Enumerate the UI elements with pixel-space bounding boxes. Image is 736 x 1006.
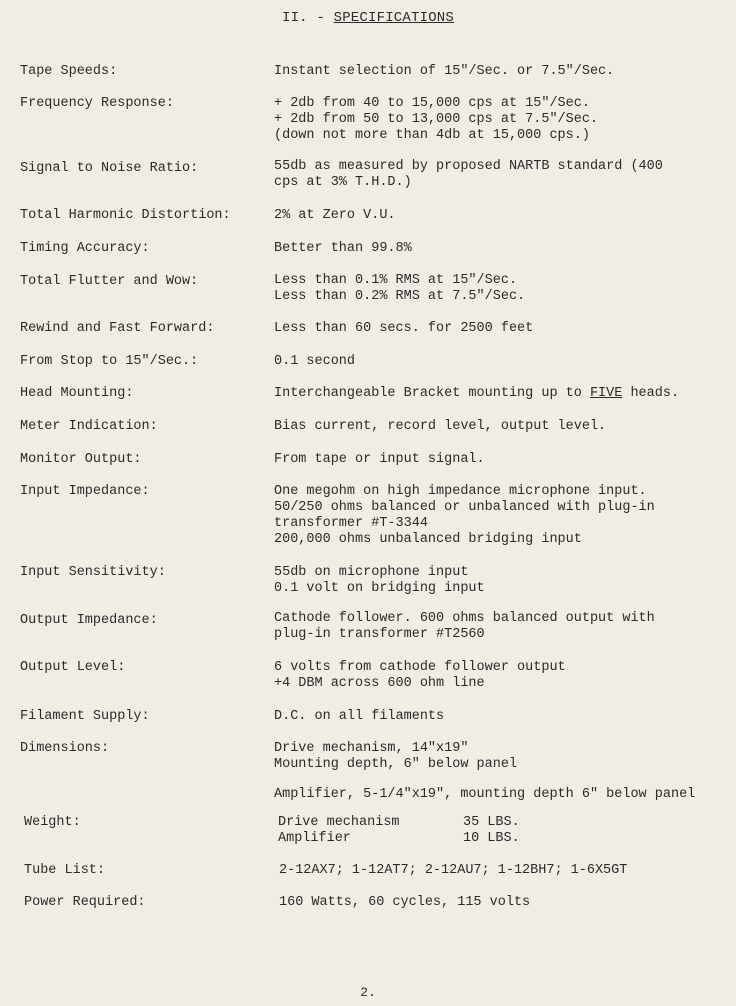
signal-noise-value: 55db as measured by proposed NARTB standard (400 cps at 3% T.H.D.): [274, 159, 663, 190]
head-mounting-value: Interchangeable Bracket mounting up to FIVE heads.: [274, 386, 680, 401]
flutter-value: Less than 0.1% RMS at 15"/Sec. Less than 0.2% RMS at 7.5"/Sec.: [274, 273, 526, 304]
weight-drive-label: Drive mechanism: [278, 815, 400, 830]
dimensions-amplifier: Amplifier, 5-1/4"x19", mounting depth 6" below panel: [274, 787, 696, 802]
timing-label: Timing Accuracy:: [20, 241, 150, 256]
stop-label: From Stop to 15"/Sec.:: [20, 354, 199, 369]
output-level-value: 6 volts from cathode follower output +4 DBM across 600 ohm line: [274, 660, 566, 691]
timing-value: Better than 99.8%: [274, 241, 412, 256]
stop-value: 0.1 second: [274, 354, 356, 369]
input-impedance-label: Input Impedance:: [20, 484, 150, 499]
weight-label: Weight:: [24, 815, 81, 830]
signal-noise-label: Signal to Noise Ratio:: [20, 161, 199, 176]
dimensions-label: Dimensions:: [20, 741, 110, 756]
tape-speeds-value: Instant selection of 15"/Sec. or 7.5"/Sec.: [274, 64, 615, 79]
rewind-value: Less than 60 secs. for 2500 feet: [274, 321, 534, 336]
input-impedance-value: One megohm on high impedance microphone input. 50/250 ohms balanced or unbalanced with plug-in transformer #T-3344 200,000 ohms unbalanced bridging input: [274, 484, 655, 547]
meter-value: Bias current, record level, output level.: [274, 419, 607, 434]
input-sensitivity-value: 55db on microphone input 0.1 volt on bridging input: [274, 565, 485, 596]
output-level-label: Output Level:: [20, 660, 126, 675]
power-value: 160 Watts, 60 cycles, 115 volts: [279, 895, 531, 910]
rewind-label: Rewind and Fast Forward:: [20, 321, 215, 336]
filament-label: Filament Supply:: [20, 709, 150, 724]
output-impedance-label: Output Impedance:: [20, 613, 158, 628]
heading-text: SPECIFICATIONS: [333, 10, 455, 26]
frequency-response-label: Frequency Response:: [20, 96, 174, 111]
power-label: Power Required:: [24, 895, 146, 910]
section-heading: II. - SPECIFICATIONS: [281, 10, 455, 26]
tape-speeds-label: Tape Speeds:: [20, 64, 118, 79]
weight-amp-label: Amplifier: [278, 831, 351, 846]
meter-label: Meter Indication:: [20, 419, 158, 434]
five-emphasis: FIVE: [589, 386, 623, 401]
page-number: 2.: [360, 985, 376, 1000]
thd-value: 2% at Zero V.U.: [274, 208, 396, 223]
monitor-value: From tape or input signal.: [274, 452, 485, 467]
input-sensitivity-label: Input Sensitivity:: [20, 565, 166, 580]
weight-drive-value: 35 LBS.: [463, 815, 520, 830]
monitor-label: Monitor Output:: [20, 452, 142, 467]
frequency-response-value: + 2db from 40 to 15,000 cps at 15"/Sec. + 2db from 50 to 13,000 cps at 7.5"/Sec. (down not more than 4db at 15,000 cps.): [274, 96, 599, 143]
filament-value: D.C. on all filaments: [274, 709, 445, 724]
tube-list-value: 2-12AX7; 1-12AT7; 2-12AU7; 1-12BH7; 1-6X5GT: [279, 863, 628, 878]
flutter-label: Total Flutter and Wow:: [20, 274, 199, 289]
dimensions-value: Drive mechanism, 14"x19" Mounting depth, 6" below panel: [274, 741, 518, 772]
tube-list-label: Tube List:: [24, 863, 106, 878]
output-impedance-value: Cathode follower. 600 ohms balanced output with plug-in transformer #T2560: [274, 611, 655, 642]
weight-amp-value: 10 LBS.: [463, 831, 520, 846]
thd-label: Total Harmonic Distortion:: [20, 208, 231, 223]
head-mounting-label: Head Mounting:: [20, 386, 134, 401]
